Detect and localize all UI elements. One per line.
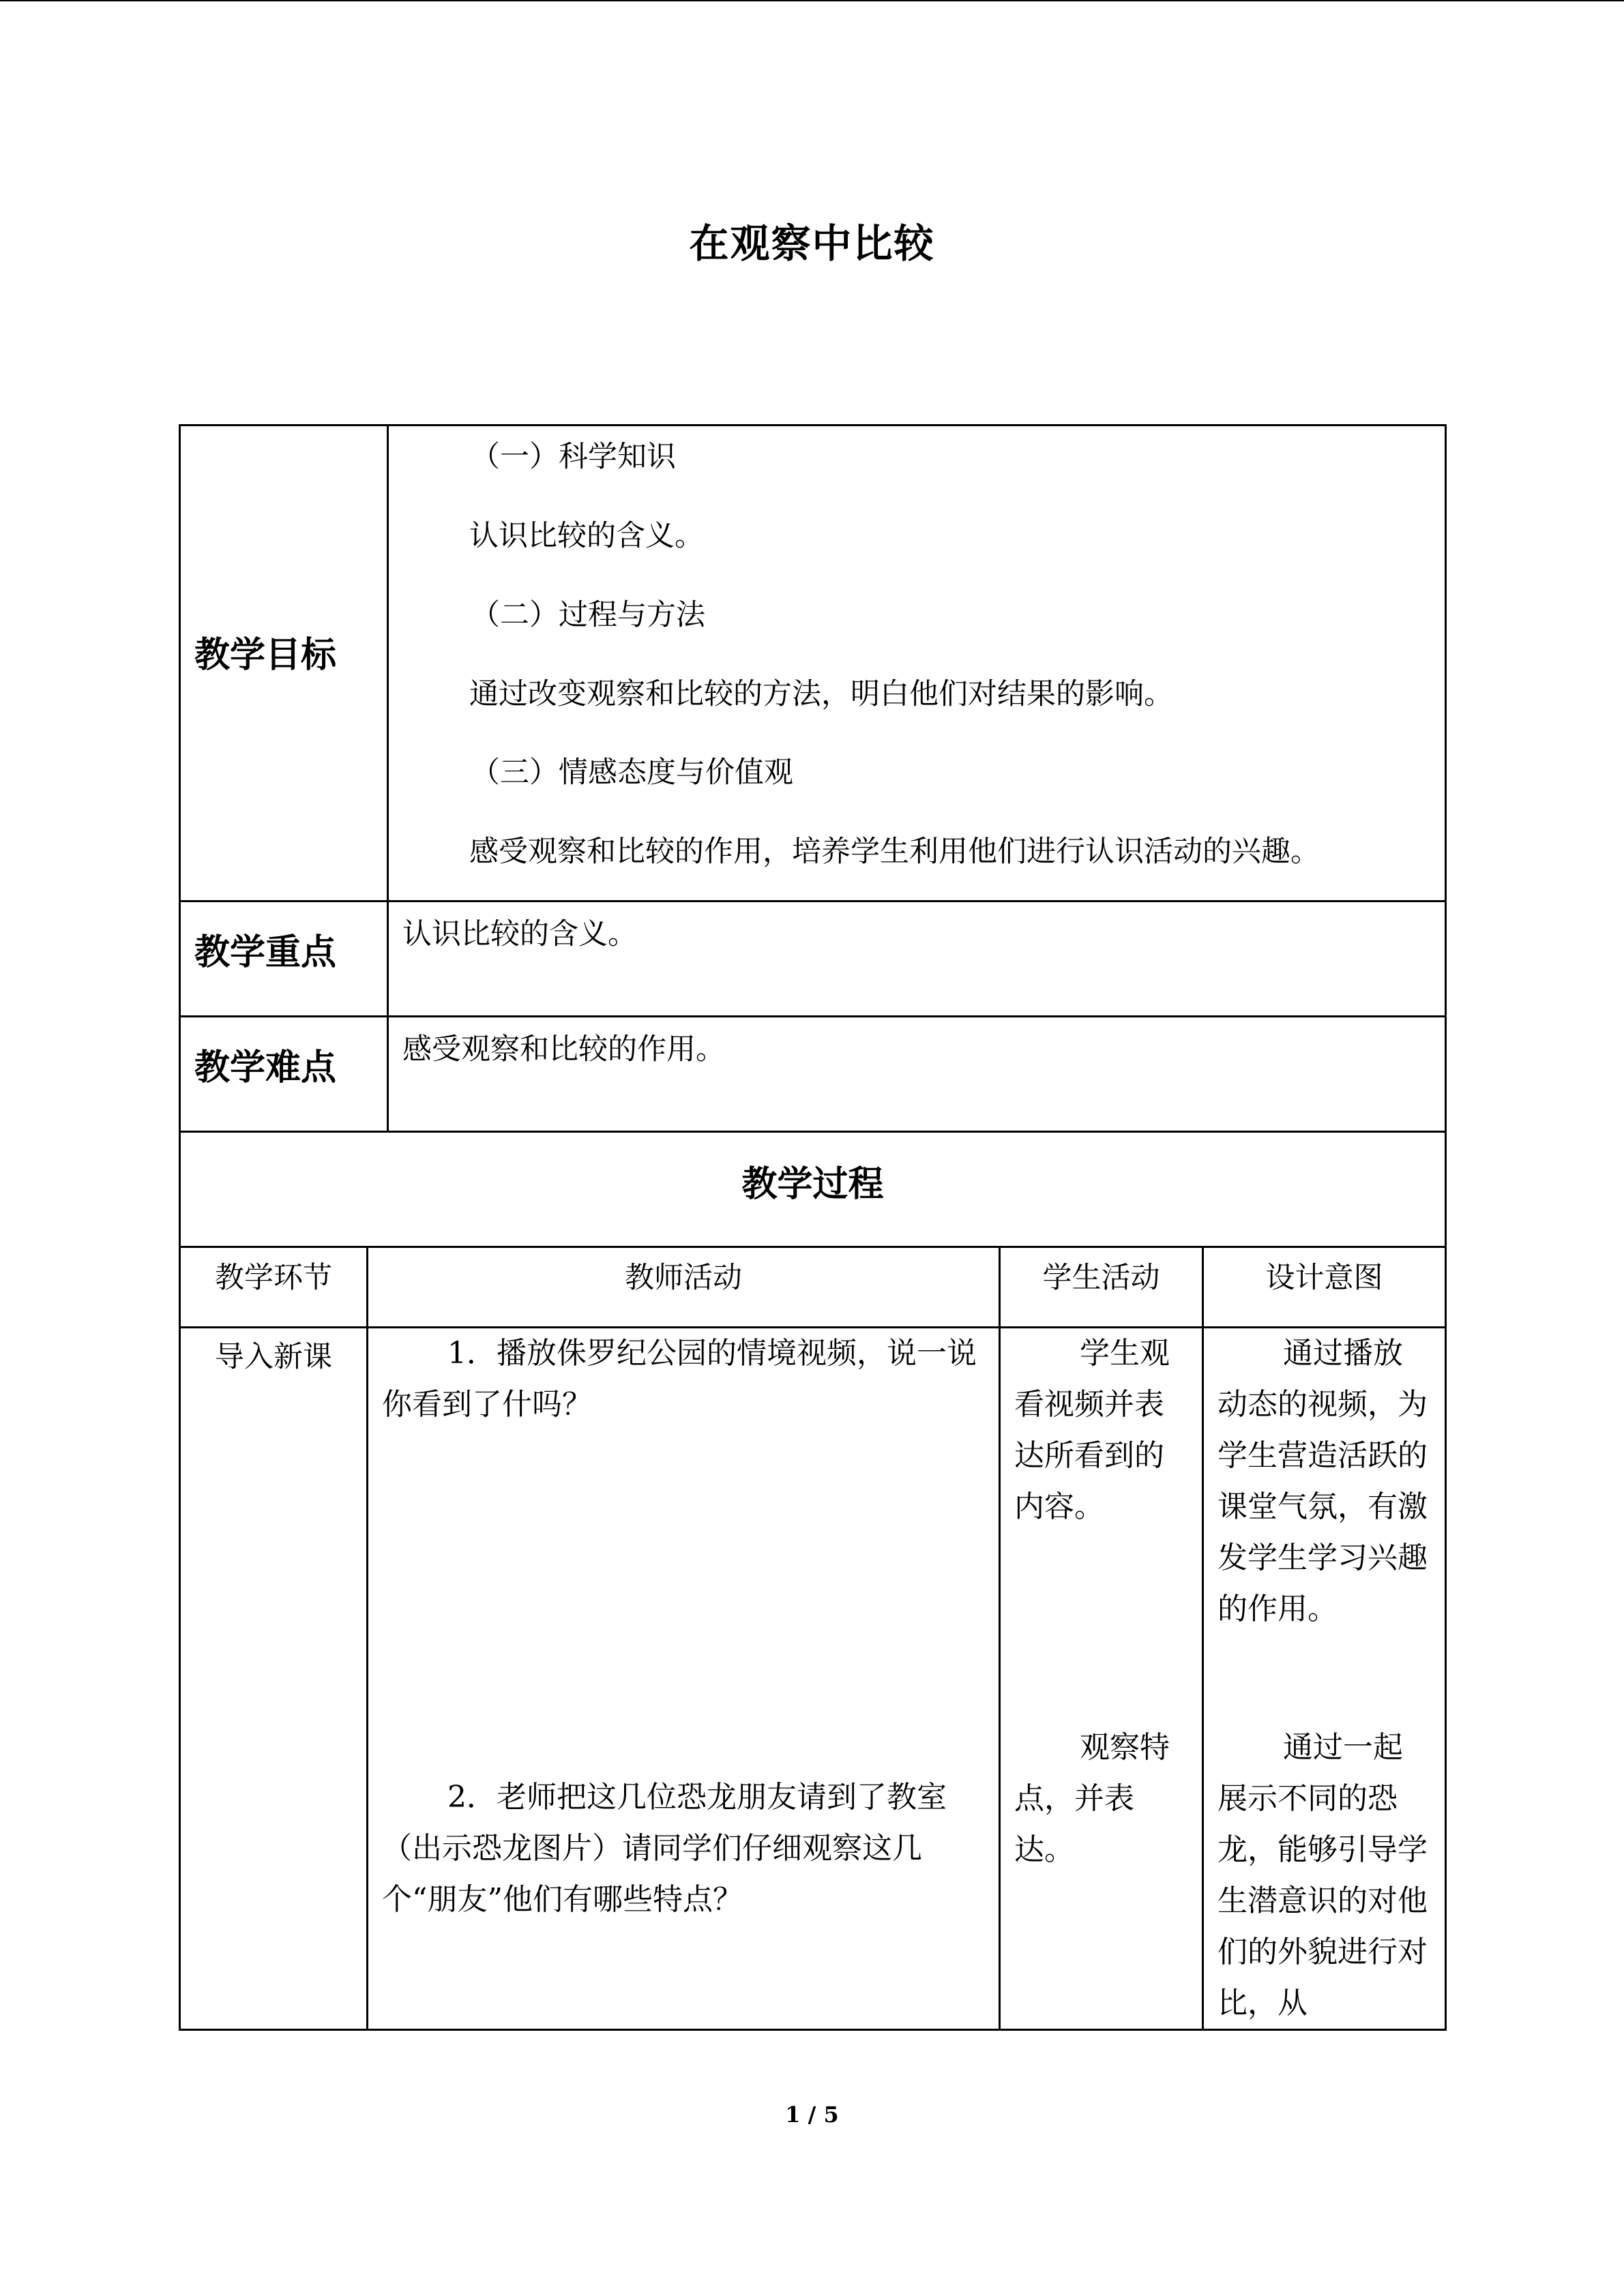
stage-cell: 导入新课 <box>215 1340 332 1374</box>
column-header-student: 学生活动 <box>1042 1261 1160 1295</box>
objective-line: 感受观察和比较的作用，培养学生利用他们进行认识活动的兴趣。 <box>469 835 1320 869</box>
difficulty-text: 感受观察和比较的作用。 <box>402 1032 725 1067</box>
objectives-label: 教学目标 <box>194 635 337 676</box>
column-header-intent: 设计意图 <box>1265 1261 1383 1295</box>
process-heading: 教学过程 <box>741 1164 884 1205</box>
key-point-text: 认识比较的含义。 <box>402 917 637 951</box>
objective-line: 认识比较的含义。 <box>469 519 704 553</box>
design-intent-1: 通过播放动态的视频，为学生营造活跃的课堂气氛，有激发学生学习兴趣的作用。 <box>1217 1336 1428 1626</box>
objective-line: （三）情感态度与价值观 <box>471 756 793 790</box>
page-number: 1 / 5 <box>785 2102 839 2128</box>
teacher-activity-1: 1．播放侏罗纪公园的情境视频，说一说你看到了什吗？ <box>382 1336 977 1422</box>
page-title: 在观察中比较 <box>689 220 935 267</box>
design-intent-2: 通过一起展示不同的恐龙，能够引导学生潜意识的对他们的外貌进行对比，从 <box>1217 1730 1428 2021</box>
column-header-teacher: 教师活动 <box>625 1261 742 1295</box>
objective-line: （二）过程与方法 <box>471 598 705 632</box>
objective-line: 通过改变观察和比较的方法，明白他们对结果的影响。 <box>469 677 1173 711</box>
top-border-line <box>0 0 1624 1</box>
difficulty-label: 教学难点 <box>194 1047 337 1088</box>
column-header-stage: 教学环节 <box>215 1261 332 1295</box>
student-activity-2: 观察特点，并表达。 <box>1014 1730 1170 1867</box>
student-activity-1: 学生观看视频并表达所看到的内容。 <box>1014 1336 1170 1524</box>
key-point-label: 教学重点 <box>194 932 337 973</box>
teacher-activity-2: 2．老师把这几位恐龙朋友请到了教室（出示恐龙图片）请同学们仔细观察这几个“朋友”他们有哪些特点？ <box>382 1780 947 1917</box>
objective-line: （一）科学知识 <box>471 440 676 474</box>
